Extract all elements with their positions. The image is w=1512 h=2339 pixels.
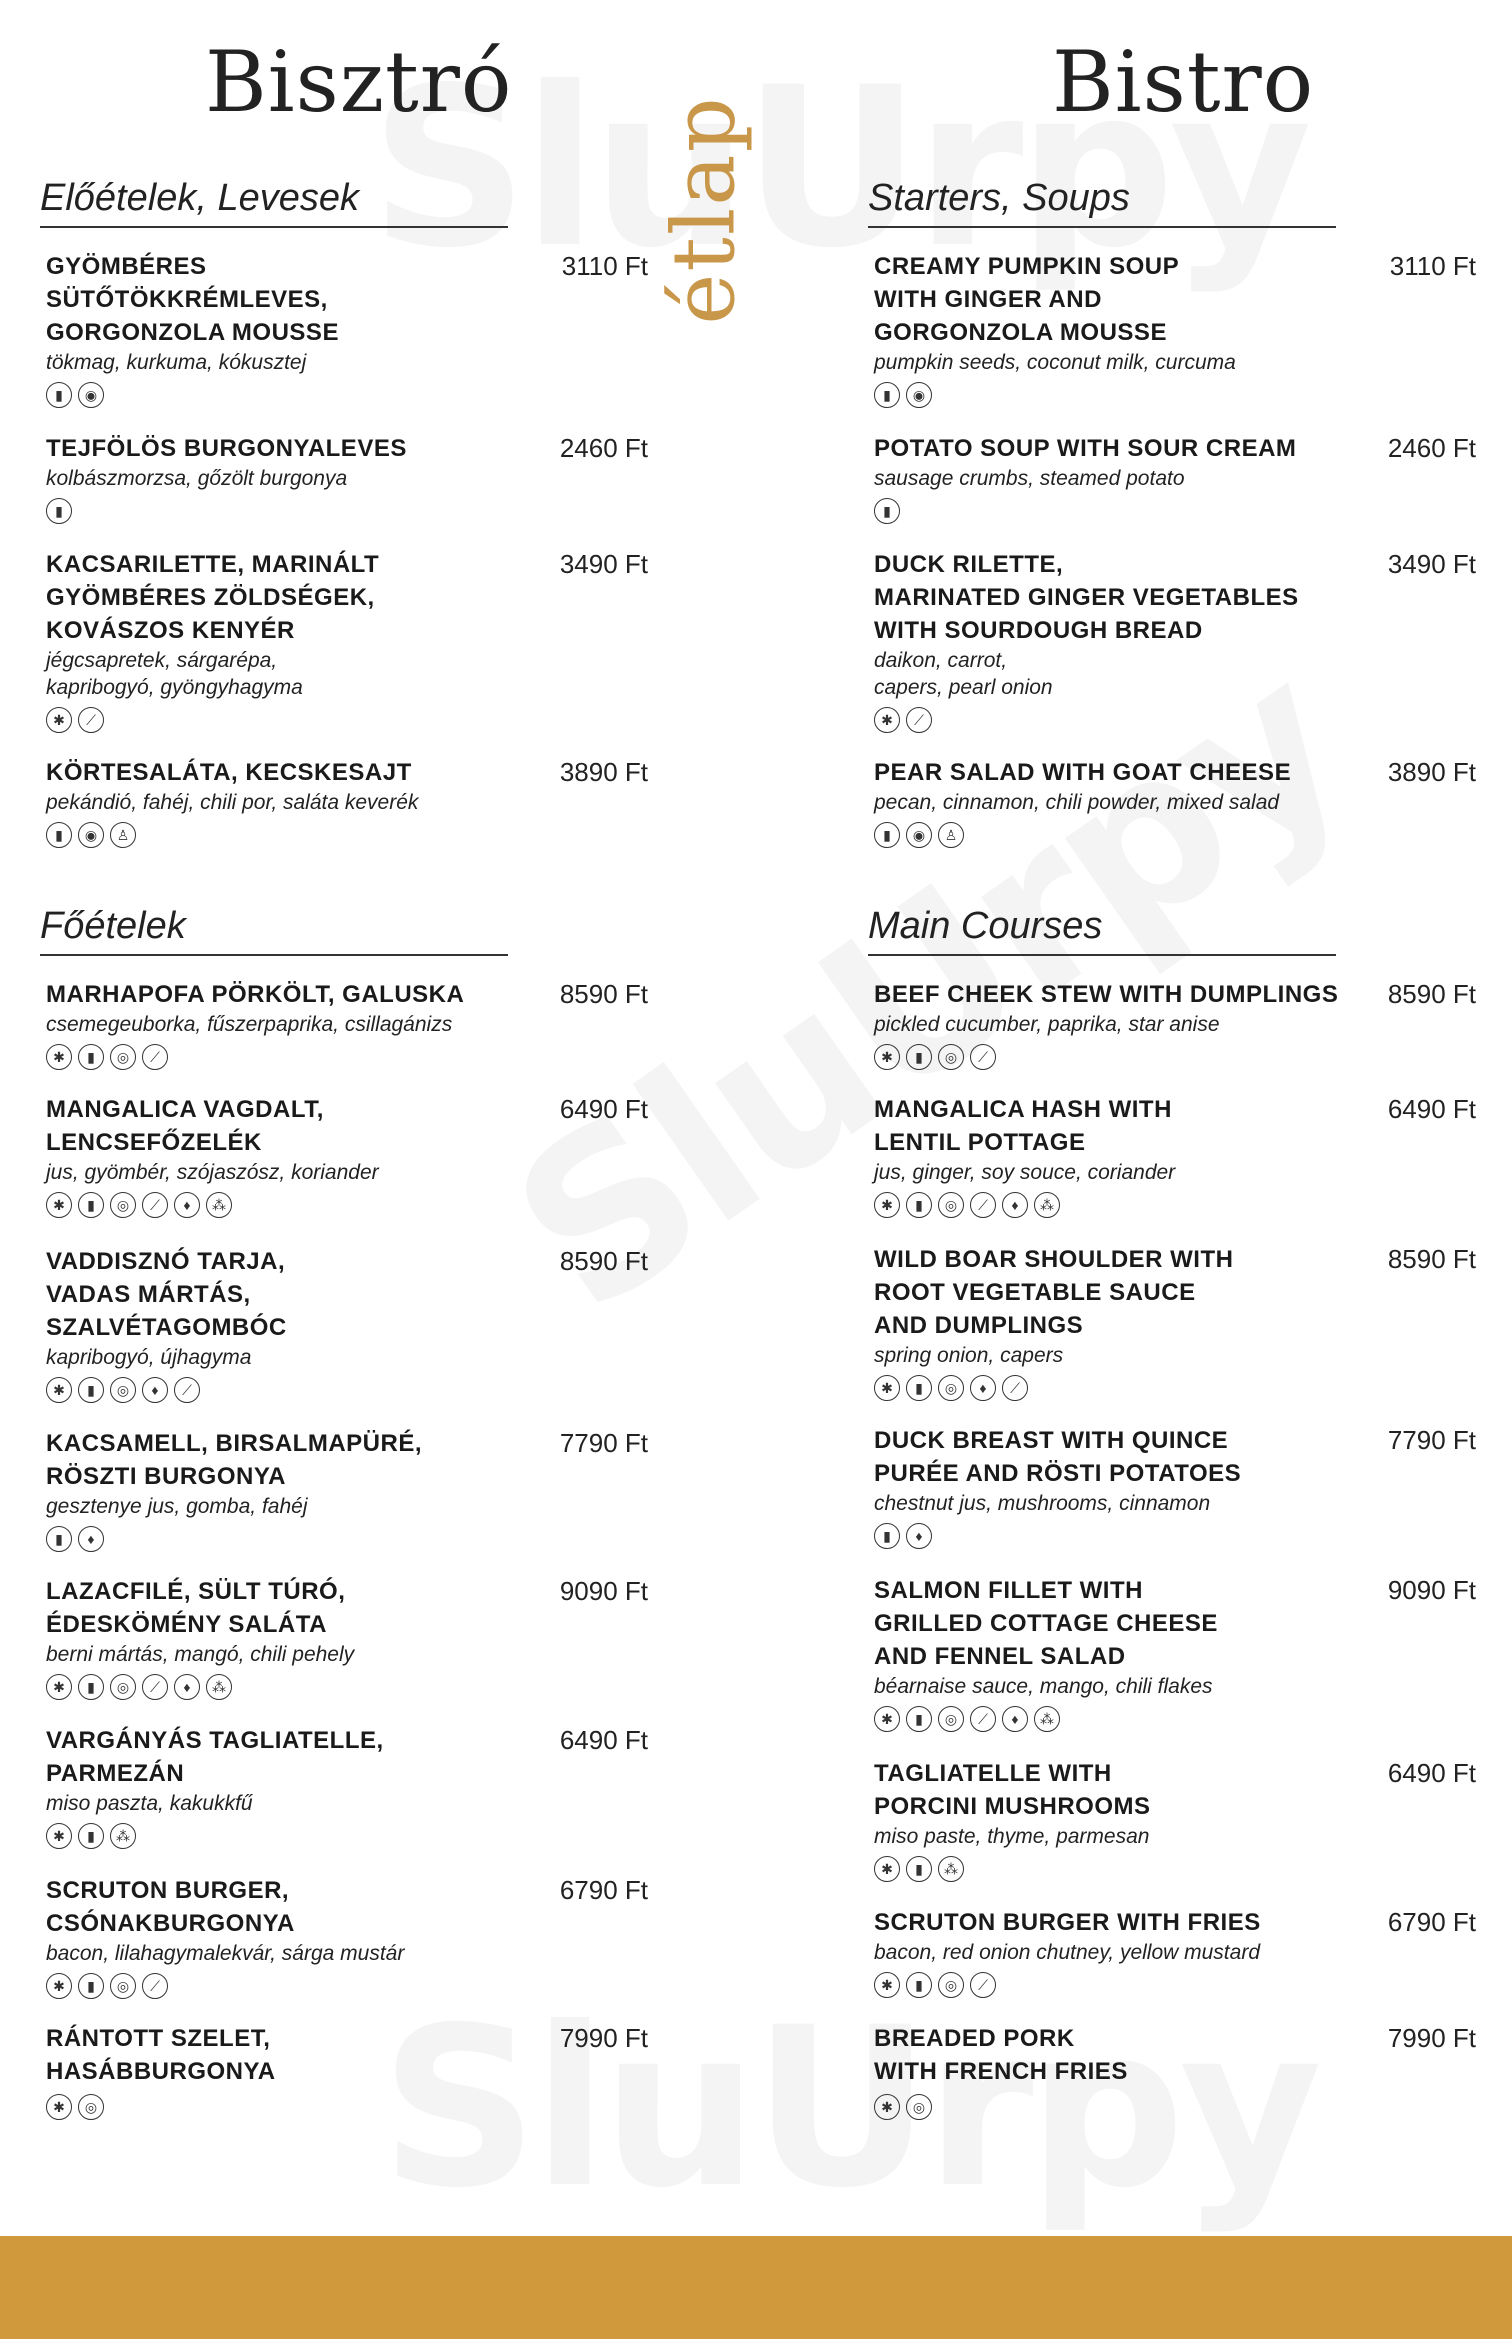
- dish-name: MANGALICA VAGDALT, LENCSEFŐZELÉK: [46, 1096, 324, 1156]
- dish-name: CREAMY PUMPKIN SOUP WITH GINGER AND GORGONZOLA MOUSSE: [874, 253, 1180, 346]
- dish-name: KACSARILETTE, MARINÁLT GYÖMBÉRES ZÖLDSÉGEK, KOVÁSZOS KENYÉR: [46, 551, 380, 644]
- menu-item: [46, 978, 646, 1070]
- menu-item: [46, 756, 646, 848]
- egg-icon: ◎: [110, 1377, 136, 1403]
- egg-icon: ◎: [938, 1375, 964, 1401]
- menu-item: [874, 978, 1474, 1070]
- dish-price: 2460 Ft: [1387, 433, 1476, 463]
- dish-name: SALMON FILLET WITH GRILLED COTTAGE CHEESE AND FENNEL SALAD: [874, 1577, 1218, 1670]
- milk-icon: ▮: [874, 498, 900, 524]
- nuts-icon: ◉: [906, 382, 932, 408]
- menu-item: [874, 1424, 1474, 1549]
- milk-icon: ▮: [78, 1823, 104, 1849]
- dish-price: 8590 Ft: [559, 979, 648, 1009]
- allergen-icons: [874, 1856, 1474, 1882]
- dish-description: daikon, carrot, capers, pearl onion: [874, 649, 1053, 699]
- menu-item: [874, 548, 1474, 733]
- gluten-icon: ✱: [46, 2094, 72, 2120]
- soy-icon: ♦: [174, 1192, 200, 1218]
- celery-icon: ⟋: [142, 1192, 168, 1218]
- dish-description: béarnaise sauce, mango, chili flakes: [874, 1675, 1213, 1698]
- egg-icon: ◎: [110, 1973, 136, 1999]
- dish-description: csemegeuborka, fűszerpaprika, csillagánizs: [46, 1013, 453, 1036]
- milk-icon: ▮: [78, 1044, 104, 1070]
- dish-description: pekándió, fahéj, chili por, saláta keverék: [46, 791, 419, 814]
- dish-price: 7790 Ft: [559, 1428, 648, 1458]
- menu-item: [874, 1906, 1474, 1998]
- gluten-icon: ✱: [874, 1706, 900, 1732]
- allergen-icons: [46, 1674, 646, 1700]
- milk-icon: ▮: [46, 822, 72, 848]
- dish-name: WILD BOAR SHOULDER WITH ROOT VEGETABLE SAUCE AND DUMPLINGS: [874, 1246, 1234, 1339]
- gluten-icon: ✱: [874, 1192, 900, 1218]
- celery-icon: ⟋: [78, 707, 104, 733]
- soy-icon: ♦: [1002, 1192, 1028, 1218]
- egg-icon: ◎: [938, 1044, 964, 1070]
- page-title-hungarian: Bisztró: [205, 33, 513, 131]
- menu-item: [874, 1757, 1474, 1882]
- dish-description: berni mártás, mangó, chili pehely: [46, 1643, 355, 1666]
- dish-price: 6490 Ft: [1387, 1758, 1476, 1788]
- dish-description: tökmag, kurkuma, kókusztej: [46, 351, 307, 374]
- vertical-menu-word: étlap: [655, 95, 756, 325]
- mustard-icon: ♙: [938, 822, 964, 848]
- gluten-icon: ✱: [46, 1377, 72, 1403]
- soy-icon: ♦: [906, 1523, 932, 1549]
- dish-description: pickled cucumber, paprika, star anise: [874, 1013, 1220, 1036]
- dish-price: 3890 Ft: [559, 757, 648, 787]
- dish-name: TAGLIATELLE WITH PORCINI MUSHROOMS: [874, 1760, 1151, 1820]
- milk-icon: ▮: [78, 1192, 104, 1218]
- gluten-icon: ✱: [874, 1375, 900, 1401]
- dish-description: miso paste, thyme, parmesan: [874, 1825, 1150, 1848]
- dish-name: POTATO SOUP WITH SOUR CREAM: [874, 435, 1297, 462]
- bottom-accent-bar: [0, 2236, 1512, 2339]
- dish-name: GYÖMBÉRES SÜTŐTÖKKRÉMLEVES, GORGONZOLA MOUSSE: [46, 253, 339, 346]
- allergen-icons: [46, 2094, 646, 2120]
- egg-icon: ◎: [938, 1972, 964, 1998]
- milk-icon: ▮: [78, 1674, 104, 1700]
- gluten-icon: ✱: [874, 2094, 900, 2120]
- dish-price: 3110 Ft: [561, 251, 648, 281]
- menu-item: [874, 756, 1474, 848]
- dish-name: BEEF CHEEK STEW WITH DUMPLINGS: [874, 981, 1339, 1008]
- sesame-icon: ⁂: [938, 1856, 964, 1882]
- dish-price: 6790 Ft: [1387, 1907, 1476, 1937]
- menu-item: [46, 1245, 646, 1403]
- allergen-icons: [46, 1044, 646, 1070]
- dish-name: DUCK RILETTE, MARINATED GINGER VEGETABLES WITH SOURDOUGH BREAD: [874, 551, 1299, 644]
- dish-description: miso paszta, kakukkfű: [46, 1792, 253, 1815]
- sesame-icon: ⁂: [1034, 1192, 1060, 1218]
- dish-name: SCRUTON BURGER WITH FRIES: [874, 1909, 1261, 1936]
- menu-item: [874, 1574, 1474, 1732]
- gluten-icon: ✱: [46, 1973, 72, 1999]
- allergen-icons: [874, 498, 1474, 524]
- menu-item: [874, 250, 1474, 408]
- dish-description: gesztenye jus, gomba, fahéj: [46, 1495, 308, 1518]
- dish-description: jégcsapretek, sárgarépa, kapribogyó, gyöngyhagyma: [46, 649, 303, 699]
- menu-item: [46, 432, 646, 524]
- menu-item: [46, 548, 646, 733]
- dish-name: VADDISZNÓ TARJA, VADAS MÁRTÁS, SZALVÉTAGOMBÓC: [46, 1248, 287, 1341]
- section-heading: Starters, Soups: [868, 178, 1336, 228]
- allergen-icons: [46, 1973, 646, 1999]
- dish-description: sausage crumbs, steamed potato: [874, 467, 1185, 490]
- menu-item: [46, 1724, 646, 1849]
- allergen-icons: [874, 1972, 1474, 1998]
- section-heading: Main Courses: [868, 906, 1336, 956]
- egg-icon: ◎: [938, 1192, 964, 1218]
- milk-icon: ▮: [906, 1192, 932, 1218]
- egg-icon: ◎: [906, 2094, 932, 2120]
- celery-icon: ⟋: [142, 1674, 168, 1700]
- dish-price: 6490 Ft: [1387, 1094, 1476, 1124]
- milk-icon: ▮: [874, 382, 900, 408]
- dish-name: SCRUTON BURGER, CSÓNAKBURGONYA: [46, 1877, 295, 1937]
- menu-item: [874, 1093, 1474, 1218]
- dish-description: bacon, lilahagymalekvár, sárga mustár: [46, 1942, 405, 1965]
- egg-icon: ◎: [78, 2094, 104, 2120]
- allergen-icons: [874, 1375, 1474, 1401]
- celery-icon: ⟋: [906, 707, 932, 733]
- allergen-icons: [874, 1523, 1474, 1549]
- dish-name: KÖRTESALÁTA, KECSKESAJT: [46, 759, 412, 786]
- nuts-icon: ◉: [78, 822, 104, 848]
- menu-item: [874, 2022, 1474, 2120]
- dish-price: 8590 Ft: [559, 1246, 648, 1276]
- allergen-icons: [46, 707, 646, 733]
- allergen-icons: [46, 498, 646, 524]
- allergen-icons: [874, 707, 1474, 733]
- milk-icon: ▮: [906, 1972, 932, 1998]
- dish-price: 7990 Ft: [1387, 2023, 1476, 2053]
- gluten-icon: ✱: [874, 1044, 900, 1070]
- dish-name: LAZACFILÉ, SÜLT TÚRÓ, ÉDESKÖMÉNY SALÁTA: [46, 1578, 346, 1638]
- milk-icon: ▮: [46, 498, 72, 524]
- dish-description: kapribogyó, újhagyma: [46, 1346, 252, 1369]
- milk-icon: ▮: [78, 1377, 104, 1403]
- dish-price: 7990 Ft: [559, 2023, 648, 2053]
- menu-item: [46, 250, 646, 408]
- egg-icon: ◎: [110, 1192, 136, 1218]
- dish-description: pecan, cinnamon, chili powder, mixed salad: [874, 791, 1280, 814]
- soy-icon: ♦: [1002, 1706, 1028, 1732]
- dish-description: spring onion, capers: [874, 1344, 1064, 1367]
- gluten-icon: ✱: [46, 1192, 72, 1218]
- dish-name: BREADED PORK WITH FRENCH FRIES: [874, 2025, 1128, 2085]
- allergen-icons: [874, 382, 1474, 408]
- dish-price: 3890 Ft: [1387, 757, 1476, 787]
- egg-icon: ◎: [110, 1674, 136, 1700]
- dish-name: PEAR SALAD WITH GOAT CHEESE: [874, 759, 1292, 786]
- menu-item: [46, 1874, 646, 1999]
- celery-icon: ⟋: [970, 1706, 996, 1732]
- gluten-icon: ✱: [46, 1674, 72, 1700]
- menu-item: [874, 432, 1474, 524]
- dish-price: 8590 Ft: [1387, 1244, 1476, 1274]
- sesame-icon: ⁂: [110, 1823, 136, 1849]
- allergen-icons: [46, 1823, 646, 1849]
- dish-price: 6490 Ft: [559, 1725, 648, 1755]
- allergen-icons: [874, 1192, 1474, 1218]
- milk-icon: ▮: [906, 1044, 932, 1070]
- dish-price: 8590 Ft: [1387, 979, 1476, 1009]
- menu-item: [46, 1093, 646, 1218]
- dish-price: 3110 Ft: [1389, 251, 1476, 281]
- soy-icon: ♦: [970, 1375, 996, 1401]
- menu-item: [46, 1575, 646, 1700]
- gluten-icon: ✱: [46, 1044, 72, 1070]
- mustard-icon: ♙: [110, 822, 136, 848]
- nuts-icon: ◉: [78, 382, 104, 408]
- gluten-icon: ✱: [46, 707, 72, 733]
- section-heading: Főételek: [40, 906, 508, 956]
- dish-price: 7790 Ft: [1387, 1425, 1476, 1455]
- gluten-icon: ✱: [874, 1856, 900, 1882]
- gluten-icon: ✱: [874, 1972, 900, 1998]
- dish-name: RÁNTOTT SZELET, HASÁBBURGONYA: [46, 2025, 276, 2085]
- dish-description: pumpkin seeds, coconut milk, curcuma: [874, 351, 1236, 374]
- allergen-icons: [874, 822, 1474, 848]
- menu-item: [46, 2022, 646, 2120]
- allergen-icons: [46, 1192, 646, 1218]
- celery-icon: ⟋: [970, 1192, 996, 1218]
- dish-name: TEJFÖLÖS BURGONYALEVES: [46, 435, 407, 462]
- celery-icon: ⟋: [174, 1377, 200, 1403]
- allergen-icons: [46, 1526, 646, 1552]
- soy-icon: ♦: [142, 1377, 168, 1403]
- page-title-english: Bistro: [1052, 33, 1315, 131]
- sesame-icon: ⁂: [1034, 1706, 1060, 1732]
- celery-icon: ⟋: [970, 1044, 996, 1070]
- dish-name: MARHAPOFA PÖRKÖLT, GALUSKA: [46, 981, 465, 1008]
- dish-description: bacon, red onion chutney, yellow mustard: [874, 1941, 1260, 1964]
- milk-icon: ▮: [906, 1856, 932, 1882]
- milk-icon: ▮: [906, 1375, 932, 1401]
- menu-item: [46, 1427, 646, 1552]
- celery-icon: ⟋: [142, 1973, 168, 1999]
- milk-icon: ▮: [874, 822, 900, 848]
- milk-icon: ▮: [78, 1973, 104, 1999]
- dish-description: jus, gyömbér, szójaszósz, koriander: [46, 1161, 379, 1184]
- gluten-icon: ✱: [874, 707, 900, 733]
- dish-price: 3490 Ft: [559, 549, 648, 579]
- milk-icon: ▮: [874, 1523, 900, 1549]
- allergen-icons: [46, 382, 646, 408]
- dish-name: MANGALICA HASH WITH LENTIL POTTAGE: [874, 1096, 1172, 1156]
- soy-icon: ♦: [174, 1674, 200, 1700]
- milk-icon: ▮: [906, 1706, 932, 1732]
- dish-name: VARGÁNYÁS TAGLIATELLE, PARMEZÁN: [46, 1727, 384, 1787]
- dish-price: 6490 Ft: [559, 1094, 648, 1124]
- dish-price: 3490 Ft: [1387, 549, 1476, 579]
- allergen-icons: [874, 1044, 1474, 1070]
- dish-price: 9090 Ft: [559, 1576, 648, 1606]
- dish-description: chestnut jus, mushrooms, cinnamon: [874, 1492, 1211, 1515]
- menu-item: [874, 1243, 1474, 1401]
- allergen-icons: [874, 1706, 1474, 1732]
- dish-price: 6790 Ft: [559, 1875, 648, 1905]
- allergen-icons: [46, 1377, 646, 1403]
- dish-description: jus, ginger, soy souce, coriander: [874, 1161, 1176, 1184]
- celery-icon: ⟋: [1002, 1375, 1028, 1401]
- dish-name: KACSAMELL, BIRSALMAPÜRÉ, RÖSZTI BURGONYA: [46, 1430, 422, 1490]
- egg-icon: ◎: [938, 1706, 964, 1732]
- celery-icon: ⟋: [142, 1044, 168, 1070]
- milk-icon: ▮: [46, 1526, 72, 1552]
- section-heading: Előételek, Levesek: [40, 178, 508, 228]
- egg-icon: ◎: [110, 1044, 136, 1070]
- milk-icon: ▮: [46, 382, 72, 408]
- gluten-icon: ✱: [46, 1823, 72, 1849]
- soy-icon: ♦: [78, 1526, 104, 1552]
- dish-description: kolbászmorzsa, gőzölt burgonya: [46, 467, 348, 490]
- sesame-icon: ⁂: [206, 1674, 232, 1700]
- sesame-icon: ⁂: [206, 1192, 232, 1218]
- nuts-icon: ◉: [906, 822, 932, 848]
- celery-icon: ⟋: [970, 1972, 996, 1998]
- allergen-icons: [874, 2094, 1474, 2120]
- dish-price: 2460 Ft: [559, 433, 648, 463]
- allergen-icons: [46, 822, 646, 848]
- dish-price: 9090 Ft: [1387, 1575, 1476, 1605]
- dish-name: DUCK BREAST WITH QUINCE PURÉE AND RÖSTI POTATOES: [874, 1427, 1242, 1487]
